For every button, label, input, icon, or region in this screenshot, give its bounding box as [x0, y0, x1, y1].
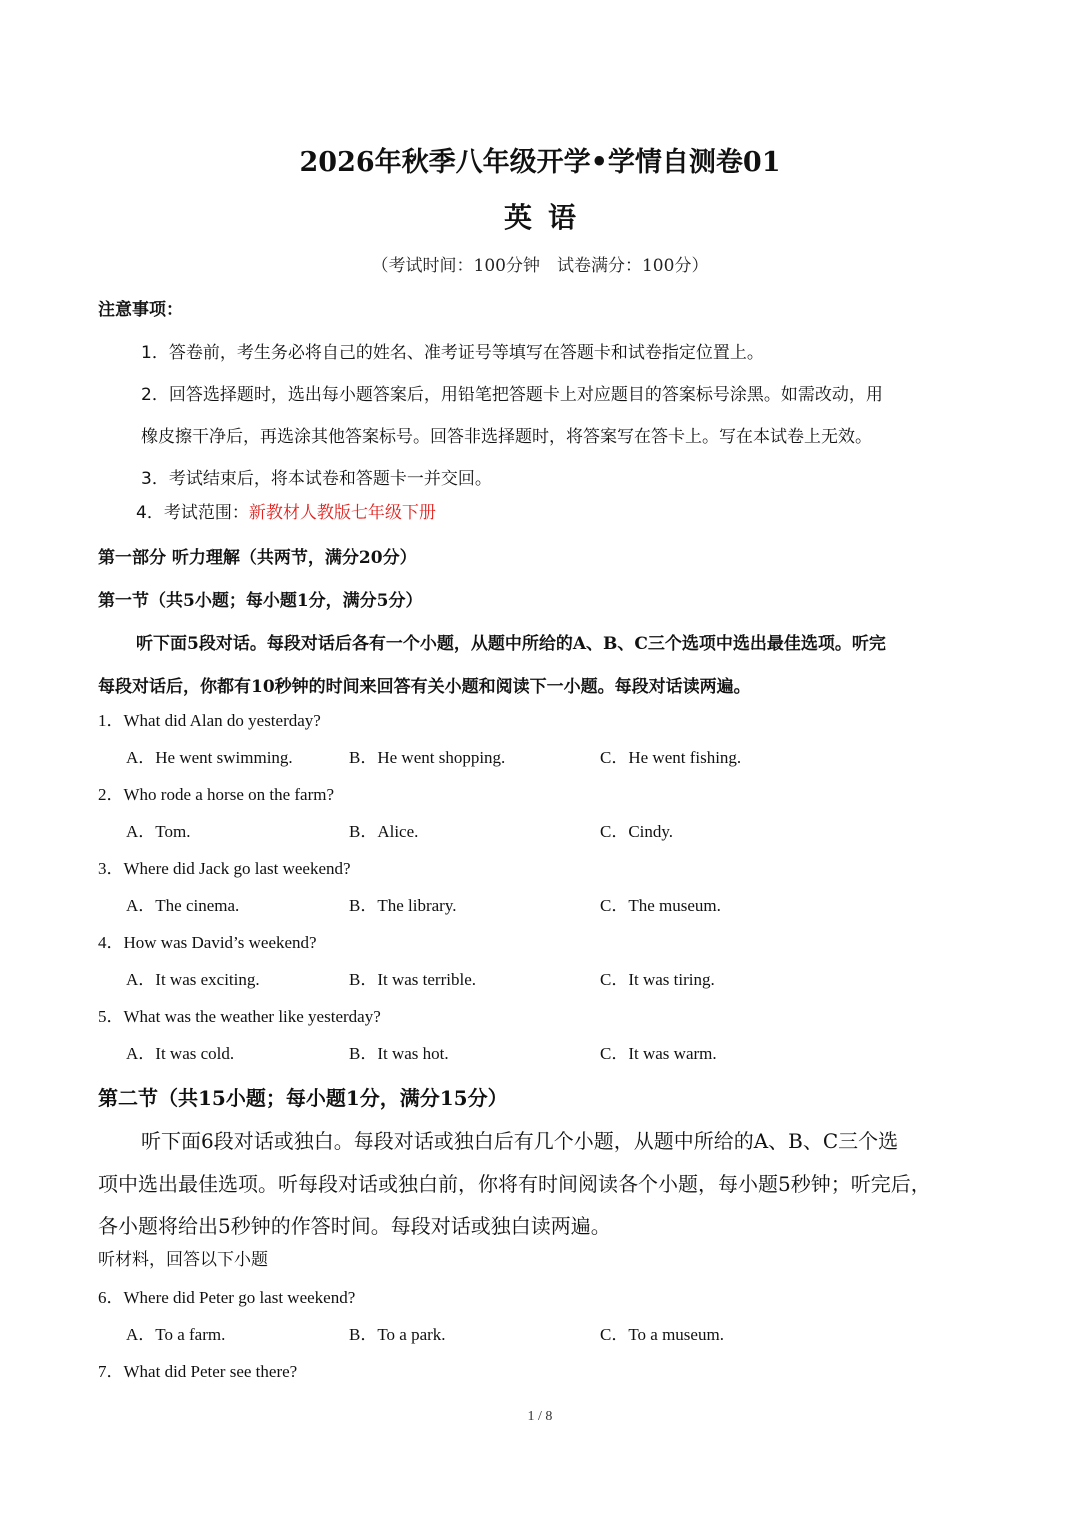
option-a: A．The cinema.: [126, 896, 240, 915]
option-a: A．To a farm.: [126, 1325, 226, 1344]
note-item: 3．考试结束后，将本试卷和答题卡一并交回。: [141, 469, 492, 489]
option-b: B．The library.: [349, 896, 457, 915]
page-title: 2026年秋季八年级开学•学情自测卷01: [299, 147, 781, 178]
part1-heading: 第一部分 听力理解（共两节，满分20分）: [98, 548, 417, 568]
notes-heading: 注意事项：: [98, 300, 183, 320]
section1-instruction: 听下面5段对话。每段对话后各有一个小题，从题中所给的A、B、C三个选项中选出最佳选项。听完: [136, 634, 886, 654]
option-c: C．It was tiring.: [600, 970, 715, 989]
option-c: C．He went fishing.: [600, 748, 742, 767]
option-b: B．Alice.: [349, 822, 419, 841]
option-b: B．He went shopping.: [349, 748, 506, 767]
section1-instruction: 每段对话后，你都有10秒钟的时间来回答有关小题和阅读下一小题。每段对话读两遍。: [98, 677, 751, 697]
scope-value: 新教材人教版七年级下册: [248, 503, 436, 523]
section2-instruction: 听下面6段对话或独白。每段对话或独白后有几个小题，从题中所给的A、B、C三个选: [141, 1129, 899, 1153]
note-item: 橡皮擦干净后，再选涂其他答案标号。回答非选择题时，将答案写在答卡上。写在本试卷上无效。: [141, 427, 872, 447]
note-scope: [136, 498, 436, 523]
note-item: 1．答卷前，考生务必将自己的姓名、准考证号等填写在答题卡和试卷指定位置上。: [141, 343, 764, 363]
section2-instruction: 项中选出最佳选项。听每段对话或独白前，你将有时间阅读各个小题，每小题5秒钟；听完后，: [98, 1172, 931, 1196]
option-c: C．To a museum.: [600, 1325, 724, 1344]
question-7: 7．What did Peter see there?: [98, 1362, 298, 1381]
question-4: 4．How was David’s weekend?: [98, 933, 317, 952]
note-item: 2．回答选择题时，选出每小题答案后，用铅笔把答题卡上对应题目的答案标号涂黑。如需改动，用: [141, 385, 883, 405]
question-5: 5．What was the weather like yesterday?: [98, 1007, 381, 1026]
material-note: 听材料，回答以下小题: [98, 1250, 268, 1270]
page-number: 1 / 8: [527, 1409, 553, 1424]
question-1: 1．What did Alan do yesterday?: [98, 711, 321, 730]
option-c: C．Cindy.: [600, 822, 674, 841]
option-a: A．It was exciting.: [126, 970, 260, 989]
scope-label: 4．考试范围：: [136, 503, 249, 523]
option-a: A．Tom.: [126, 822, 191, 841]
option-b: B．It was terrible.: [349, 970, 476, 989]
question-2: 2．Who rode a horse on the farm?: [98, 785, 335, 804]
section1-heading: 第一节（共5小题；每小题1分，满分5分）: [98, 591, 423, 611]
option-b: B．To a park.: [349, 1325, 446, 1344]
option-b: B．It was hot.: [349, 1044, 449, 1063]
section2-instruction: 各小题将给出5秒钟的作答时间。每段对话或独白读两遍。: [98, 1214, 611, 1238]
question-3: 3．Where did Jack go last weekend?: [98, 859, 351, 878]
option-c: C．It was warm.: [600, 1044, 717, 1063]
section2-heading: 第二节（共15小题；每小题1分，满分15分）: [98, 1086, 508, 1110]
question-6: 6．Where did Peter go last weekend?: [98, 1288, 356, 1307]
subject-title: 英语: [503, 201, 592, 234]
option-a: A．He went swimming.: [126, 748, 293, 767]
option-a: A．It was cold.: [126, 1044, 235, 1063]
option-c: C．The museum.: [600, 896, 721, 915]
exam-info: （考试时间：100分钟 试卷满分：100分）: [371, 256, 709, 276]
